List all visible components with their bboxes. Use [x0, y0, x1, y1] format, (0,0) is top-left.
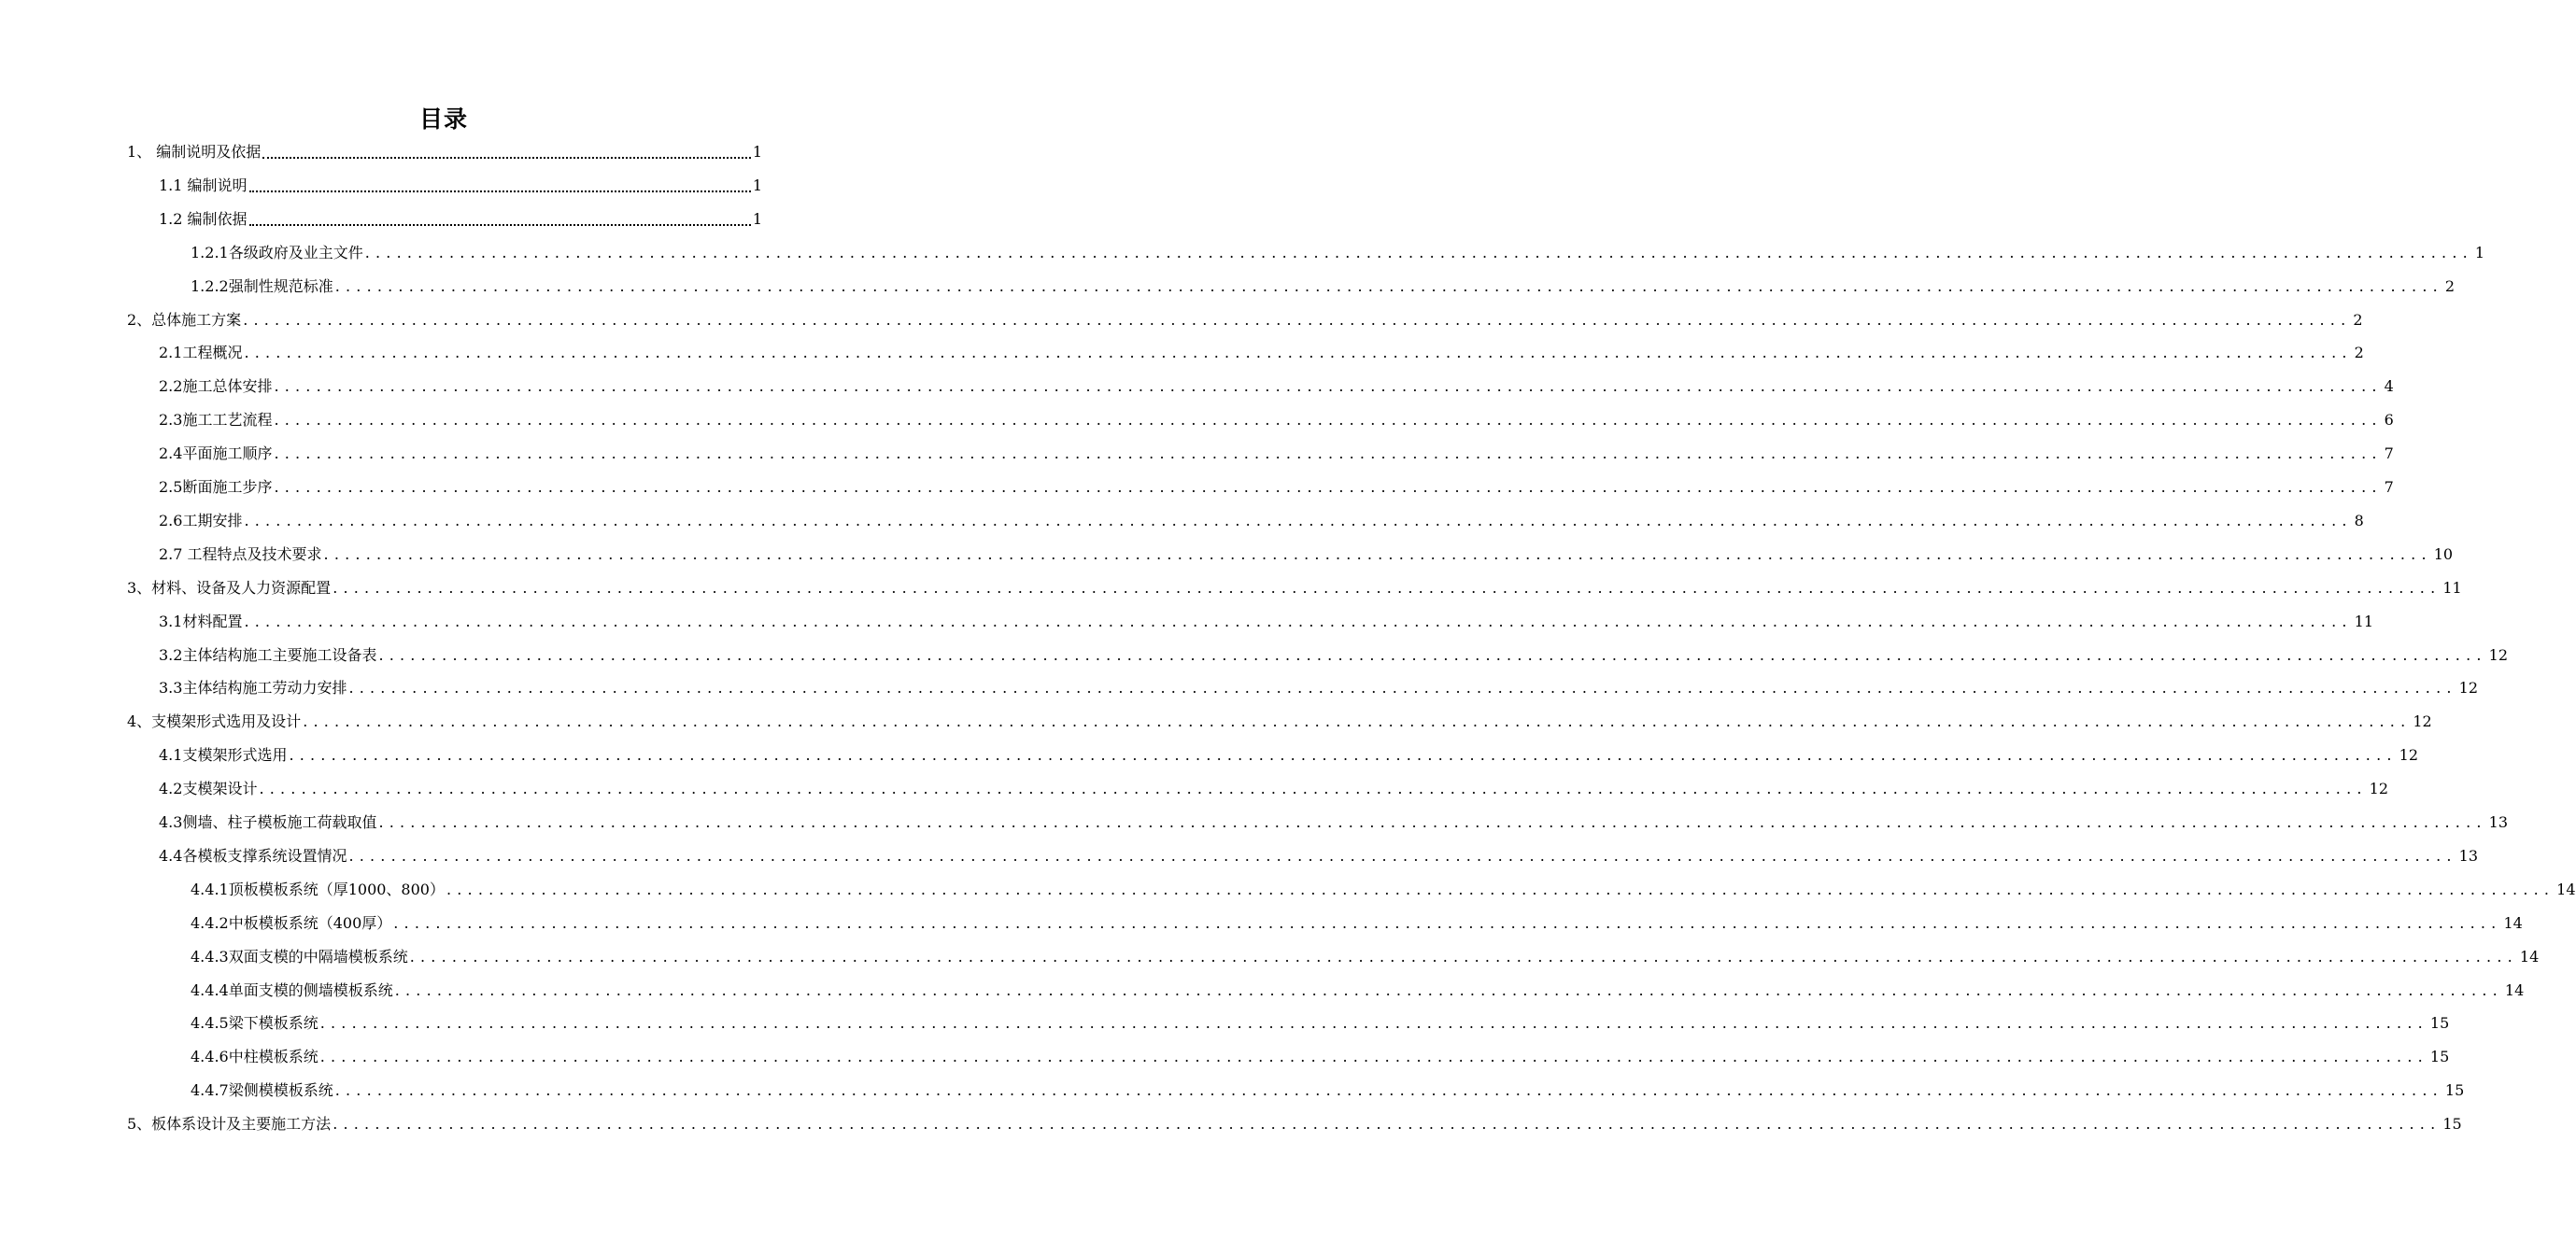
toc-dot-leader: ........................................................................................................................................................................................................: [244, 344, 2353, 362]
toc-entry[interactable]: [191, 239, 2485, 267]
toc-page-number: 1: [752, 176, 762, 194]
toc-page-number: 6: [2384, 411, 2394, 430]
toc-entry[interactable]: [159, 541, 2454, 569]
toc-entry[interactable]: [159, 608, 2373, 636]
toc-entry[interactable]: [127, 708, 2432, 736]
toc-entry-label: 2.6工期安排: [159, 511, 243, 529]
toc-entry[interactable]: [159, 205, 762, 233]
toc-entry[interactable]: [159, 339, 2364, 367]
toc-entry-label: 1.2.1各级政府及业主文件: [191, 243, 363, 261]
toc-dot-leader: ........................................................................................................................................................................................................: [446, 880, 2555, 898]
toc-dot-leader: ........................................................................................................................................................................................................: [259, 780, 2368, 798]
toc-dot-leader: ........................................................................................................................................................................................................: [274, 478, 2383, 496]
toc-page-number: 2: [2354, 344, 2364, 362]
toc-entry-label: 1.2.2强制性规范标准: [191, 276, 333, 295]
toc-dot-leader: ........................................................................................................................................................................................................: [244, 511, 2353, 529]
toc-entry[interactable]: [159, 373, 2394, 401]
toc-dot-leader: ........................................................................................................................................................................................................: [378, 813, 2487, 831]
toc-page-number: 12: [2413, 712, 2432, 731]
toc-dot-leader: ........................................................................................................................................................................................................: [274, 377, 2383, 396]
toc-entry-label: 1.1 编制说明: [159, 176, 248, 194]
toc-page-number: 4: [2384, 377, 2394, 396]
toc-dot-leader: ........................................................................................................................................................................................................: [303, 712, 2412, 731]
toc-entry-label: 3.2主体结构施工主要施工设备表: [159, 645, 377, 664]
toc-entry[interactable]: [191, 876, 2576, 904]
toc-page-number: 12: [2369, 780, 2388, 798]
toc-entry-label: 2.3施工工艺流程: [159, 411, 273, 430]
toc-dot-leader: ........................................................................................................................................................................................................: [289, 746, 2398, 765]
toc-dot-leader: [262, 157, 751, 159]
toc-page-number: 11: [2442, 578, 2462, 597]
toc-dot-leader: ........................................................................................................................................................................................................: [243, 310, 2352, 329]
toc-page-number: 11: [2354, 612, 2373, 630]
toc-entry[interactable]: [191, 1043, 2450, 1071]
toc-entry[interactable]: [159, 507, 2364, 535]
toc-entry[interactable]: [191, 910, 2523, 938]
toc-entry[interactable]: [127, 1110, 2462, 1138]
toc-entry-label: 2.1工程概况: [159, 344, 243, 362]
toc-entry[interactable]: [191, 1077, 2465, 1105]
toc-title: 目录: [418, 106, 468, 133]
toc-dot-leader: ........................................................................................................................................................................................................: [393, 913, 2502, 932]
toc-entry-label: 2.2施工总体安排: [159, 377, 273, 396]
toc-dot-leader: ........................................................................................................................................................................................................: [274, 444, 2383, 463]
toc-dot-leader: ........................................................................................................................................................................................................: [334, 276, 2443, 295]
toc-entry-label: 4.4.7梁侧模模板系统: [191, 1081, 333, 1100]
toc-entry-label: 4、支模架形式选用及设计: [127, 712, 302, 731]
toc-entry-label: 4.4.2中板模板系统（400厚）: [191, 913, 392, 932]
toc-dot-leader: ........................................................................................................................................................................................................: [333, 578, 2442, 597]
toc-entry-label: 4.2支模架设计: [159, 780, 258, 798]
toc-entry[interactable]: [159, 775, 2388, 803]
toc-page-number: 13: [2488, 813, 2508, 831]
toc-page-number: 2: [2444, 276, 2456, 295]
toc-entry[interactable]: [127, 574, 2462, 602]
toc-page-number: 14: [2519, 947, 2540, 966]
toc-entry[interactable]: [191, 943, 2540, 971]
toc-entry-label: 4.4各模板支撑系统设置情况: [159, 846, 347, 865]
toc-dot-leader: ........................................................................................................................................................................................................: [378, 645, 2487, 664]
toc-page-number: 13: [2458, 846, 2478, 865]
toc-page-number: 7: [2384, 444, 2394, 463]
toc-entry[interactable]: [159, 406, 2394, 434]
toc-entry-label: 3.3主体结构施工劳动力安排: [159, 679, 347, 698]
toc-page-number: 7: [2384, 478, 2394, 496]
toc-entry-label: 3、材料、设备及人力资源配置: [127, 578, 332, 597]
toc-page-number: 1: [752, 143, 762, 161]
toc-entry[interactable]: [127, 306, 2363, 334]
toc-dot-leader: ........................................................................................................................................................................................................: [334, 1081, 2443, 1100]
toc-dot-leader: [249, 190, 751, 192]
toc-entry-label: 1.2 编制依据: [159, 209, 248, 228]
toc-entry[interactable]: [191, 273, 2456, 301]
toc-page-number: 15: [2442, 1115, 2462, 1134]
toc-entry-label: 1、 编制说明及依据: [127, 143, 262, 161]
toc-entry-label: 4.4.3双面支模的中隔墙模板系统: [191, 947, 408, 966]
toc-entry-label: 4.1支模架形式选用: [159, 746, 288, 765]
toc-page-number: 15: [2429, 1048, 2450, 1066]
toc-entry-label: 2.5断面施工步序: [159, 478, 273, 496]
toc-entry-label: 4.4.6中柱模板系统: [191, 1048, 318, 1066]
toc-dot-leader: [249, 224, 751, 226]
toc-entry-label: 5、板体系设计及主要施工方法: [127, 1115, 332, 1134]
toc-entry-label: 4.3侧墙、柱子模板施工荷载取值: [159, 813, 377, 831]
toc-page-number: 14: [2556, 880, 2576, 898]
toc-dot-leader: ........................................................................................................................................................................................................: [274, 411, 2383, 430]
toc-dot-leader: ........................................................................................................................................................................................................: [364, 243, 2473, 261]
toc-entry[interactable]: [159, 642, 2508, 670]
toc-dot-leader: ........................................................................................................................................................................................................: [348, 846, 2457, 865]
toc-page-number: 12: [2458, 679, 2478, 698]
toc-page-number: 10: [2433, 544, 2454, 563]
toc-entry-label: 2、总体施工方案: [127, 310, 242, 329]
toc-entry[interactable]: [191, 1009, 2450, 1037]
toc-entry-label: 4.4.4单面支模的侧墙模板系统: [191, 980, 393, 999]
toc-page-number: 14: [2503, 913, 2523, 932]
toc-entry[interactable]: [159, 809, 2508, 837]
toc-page-number: 12: [2488, 645, 2508, 664]
toc-page-number: 15: [2444, 1081, 2465, 1100]
toc-dot-leader: ........................................................................................................................................................................................................: [409, 947, 2518, 966]
toc-entry-label: 2.7 工程特点及技术要求: [159, 544, 322, 563]
toc-entry[interactable]: [159, 741, 2418, 769]
toc-page-number: 12: [2399, 746, 2418, 765]
toc-page-number: 2: [2353, 310, 2363, 329]
toc-dot-leader: ........................................................................................................................................................................................................: [348, 679, 2457, 698]
toc-entry[interactable]: [159, 842, 2478, 870]
toc-page-number: 15: [2429, 1014, 2450, 1033]
toc-dot-leader: ........................................................................................................................................................................................................: [323, 544, 2432, 563]
toc-page-number: 1: [2474, 243, 2485, 261]
toc-dot-leader: ........................................................................................................................................................................................................: [244, 612, 2353, 630]
toc-dot-leader: ........................................................................................................................................................................................................: [319, 1048, 2428, 1066]
toc-entry-label: 2.4平面施工顺序: [159, 444, 273, 463]
toc-dot-leader: ........................................................................................................................................................................................................: [319, 1014, 2428, 1033]
toc-entry[interactable]: [127, 138, 762, 166]
toc-entry[interactable]: [191, 977, 2525, 1005]
toc-entry[interactable]: [159, 674, 2478, 702]
toc-page-number: 14: [2504, 980, 2525, 999]
toc-entry-label: 3.1材料配置: [159, 612, 243, 630]
toc-entry[interactable]: [159, 172, 762, 200]
toc-entry[interactable]: [159, 473, 2394, 501]
toc-dot-leader: ........................................................................................................................................................................................................: [333, 1115, 2442, 1134]
toc-page-number: 1: [752, 209, 762, 228]
toc-entry-label: 4.4.1顶板模板系统（厚1000、800）: [191, 880, 445, 898]
toc-dot-leader: ........................................................................................................................................................................................................: [394, 980, 2503, 999]
toc-entry[interactable]: [159, 440, 2394, 468]
toc-entry-label: 4.4.5梁下模板系统: [191, 1014, 318, 1033]
toc-page-number: 8: [2354, 511, 2364, 529]
